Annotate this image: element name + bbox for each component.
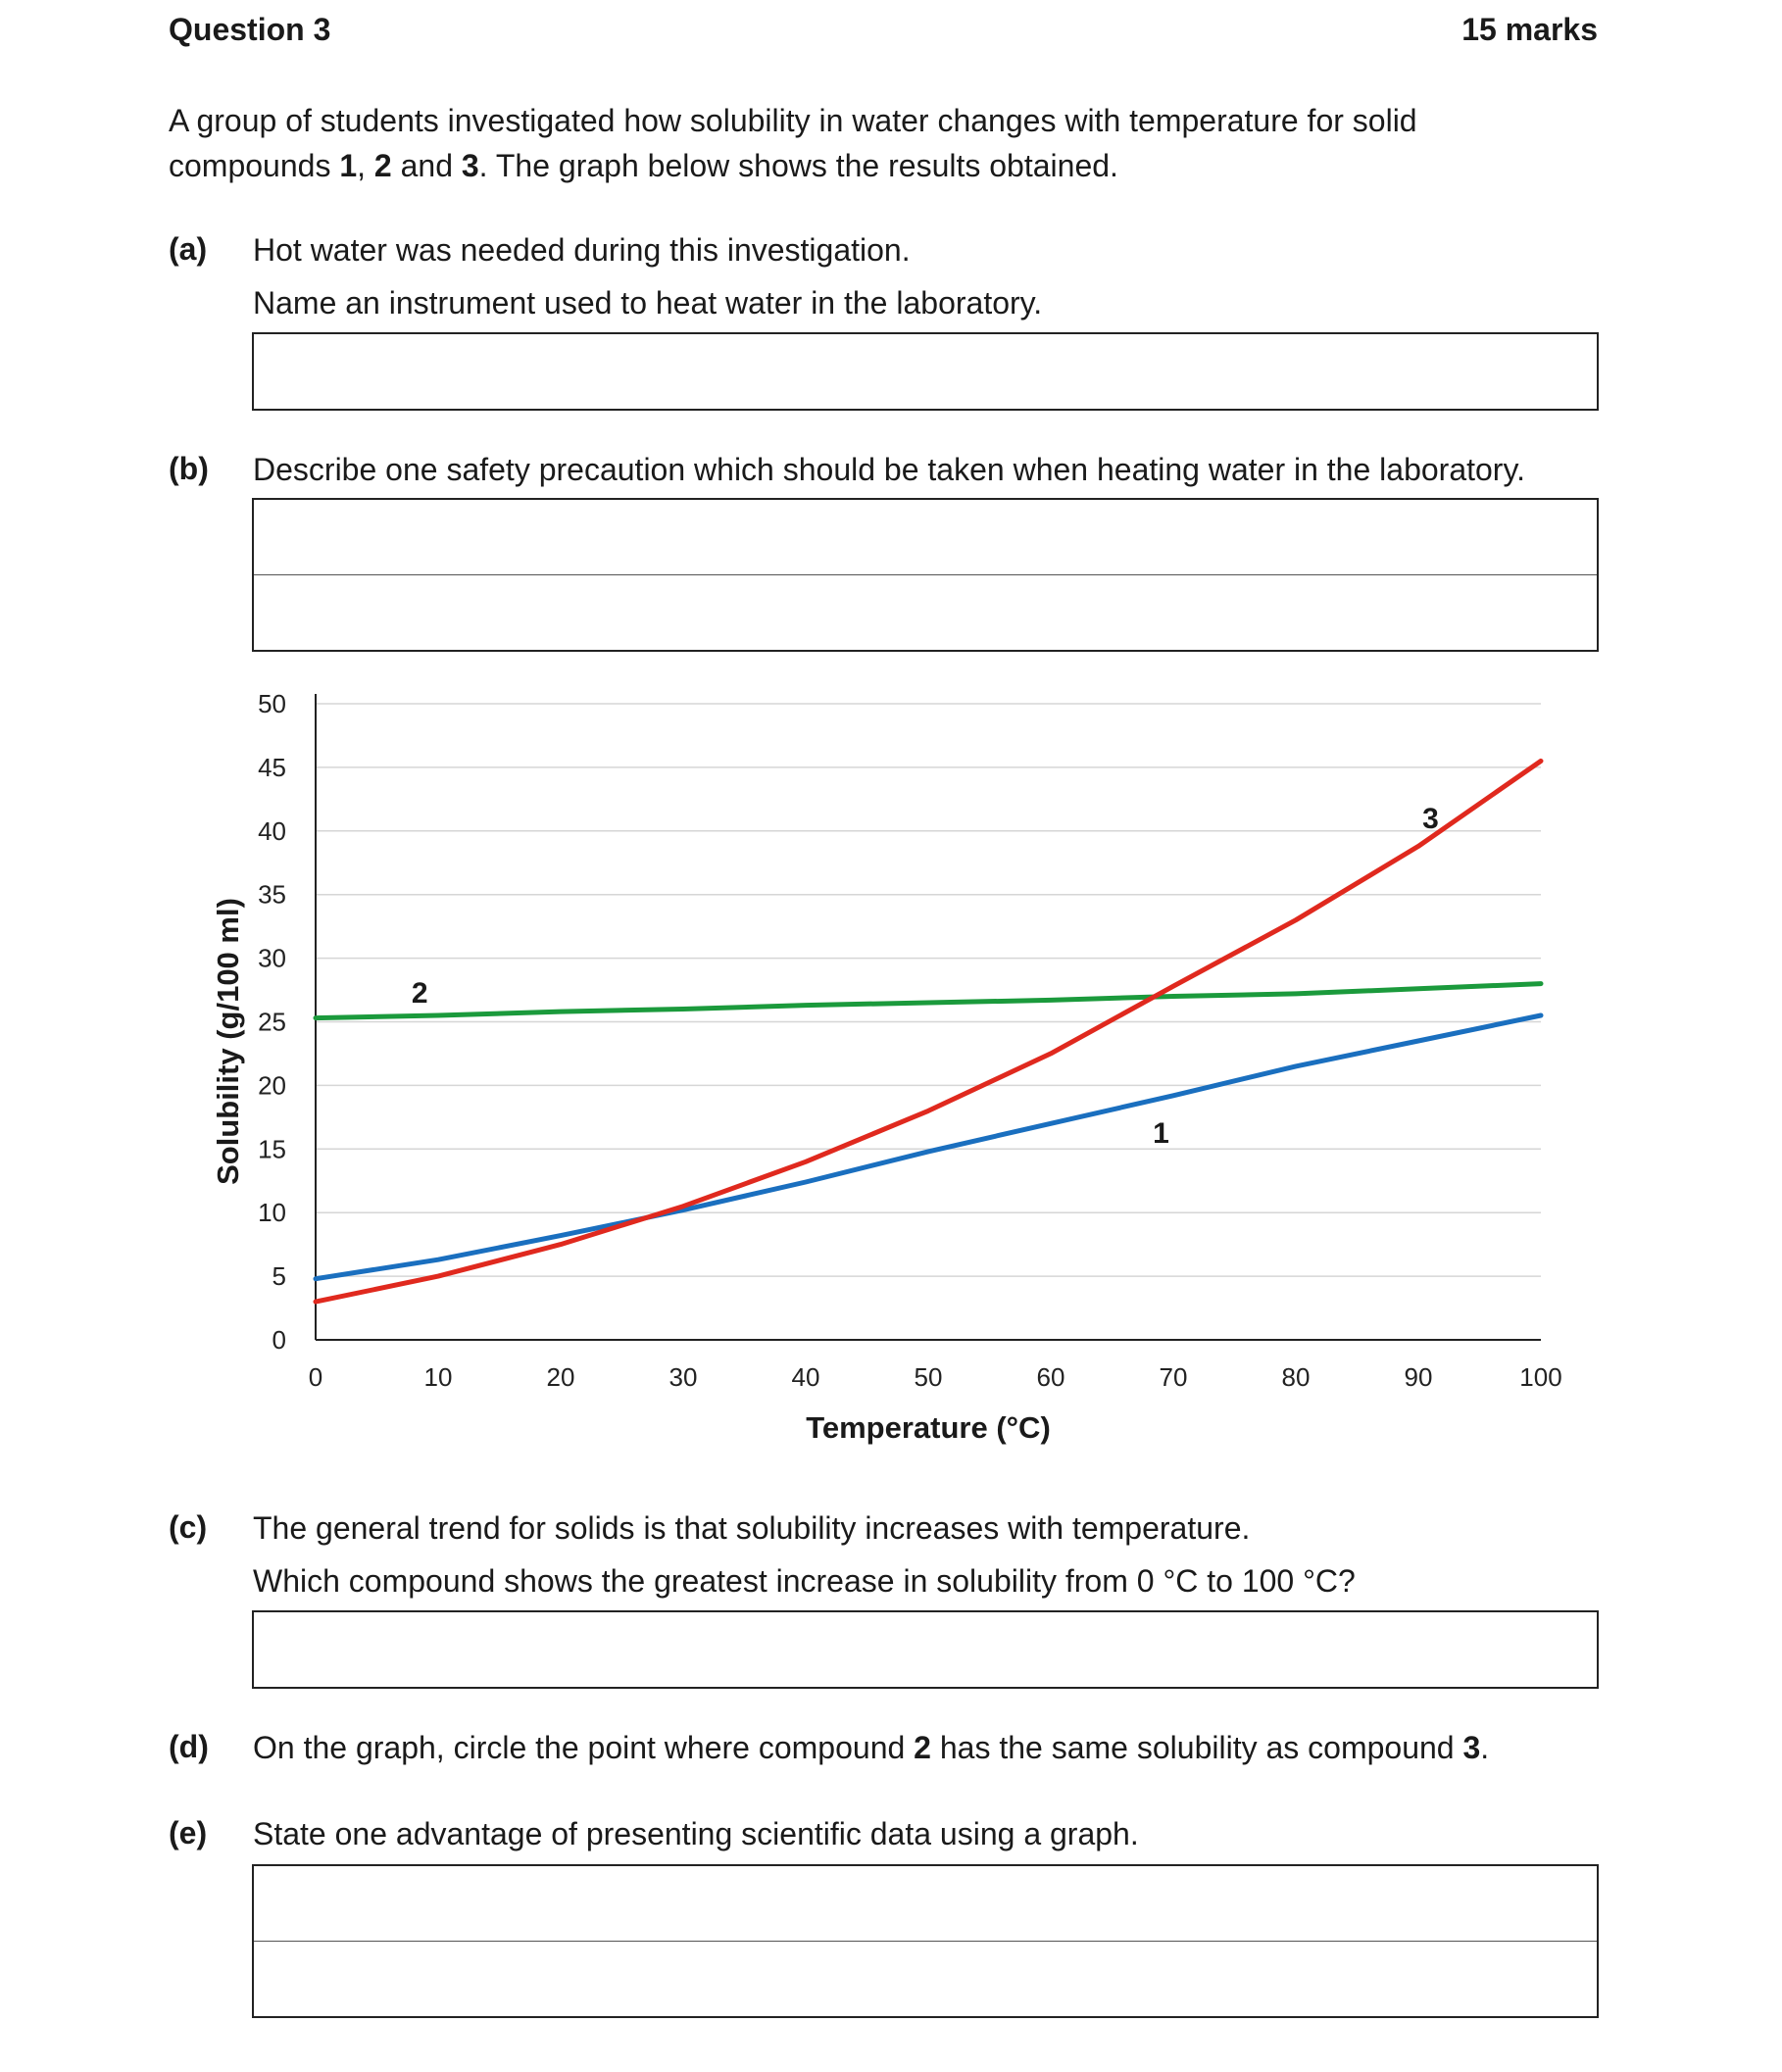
x-tick-label: 80 bbox=[1281, 1362, 1311, 1392]
intro-text bbox=[169, 98, 1619, 188]
x-tick-label: 60 bbox=[1036, 1362, 1065, 1392]
y-tick-label: 15 bbox=[258, 1134, 286, 1164]
part-e-line-1: State one advantage of presenting scientific data using a graph. bbox=[253, 1816, 1139, 1851]
y-tick-label: 50 bbox=[258, 689, 286, 718]
answer-box-b[interactable] bbox=[252, 498, 1599, 652]
intro-line-2: compounds 1, 2 and 3. The graph below shows the results obtained. bbox=[169, 148, 1118, 183]
y-tick-label: 45 bbox=[258, 752, 286, 782]
series-label-3: 3 bbox=[1422, 803, 1439, 836]
answer-box-e[interactable] bbox=[252, 1864, 1599, 2018]
x-tick-label: 70 bbox=[1159, 1362, 1188, 1392]
series-line-3 bbox=[316, 761, 1541, 1302]
part-c-line-2: Which compound shows the greatest increase in solubility from 0 °C to 100 °C? bbox=[253, 1563, 1356, 1599]
x-tick-label: 20 bbox=[546, 1362, 575, 1392]
answer-box-c[interactable] bbox=[252, 1610, 1599, 1689]
part-b-label: (b) bbox=[169, 451, 209, 486]
y-tick-label: 30 bbox=[258, 943, 286, 973]
y-tick-label: 25 bbox=[258, 1007, 286, 1037]
part-a-label: (a) bbox=[169, 231, 208, 267]
question-title: Question 3 bbox=[169, 12, 331, 47]
series-label-2: 2 bbox=[411, 977, 428, 1011]
y-tick-label: 10 bbox=[258, 1198, 286, 1228]
x-tick-label: 40 bbox=[791, 1362, 820, 1392]
answer-box-b-divider bbox=[254, 574, 1597, 575]
series-label-1: 1 bbox=[1153, 1116, 1169, 1150]
part-c-line-1: The general trend for solids is that solubility increases with temperature. bbox=[253, 1510, 1251, 1546]
x-tick-label: 30 bbox=[668, 1362, 698, 1392]
part-d-label: (d) bbox=[169, 1729, 209, 1764]
y-tick-label: 40 bbox=[258, 815, 286, 846]
part-d-line-1: On the graph, circle the point where compound 2 has the same solubility as compound 3. bbox=[253, 1730, 1490, 1765]
answer-box-e-divider bbox=[254, 1941, 1597, 1942]
part-a-line-1: Hot water was needed during this investigation. bbox=[253, 232, 911, 268]
part-b-line-1: Describe one safety precaution which should be taken when heating water in the laboratory. bbox=[253, 452, 1525, 487]
y-tick-label: 5 bbox=[272, 1261, 286, 1292]
series-line-2 bbox=[316, 984, 1541, 1018]
x-tick-label: 0 bbox=[308, 1362, 323, 1392]
part-c-label: (c) bbox=[169, 1509, 208, 1545]
y-axis-title: Solubility (g/100 ml) bbox=[211, 898, 245, 1185]
series-line-1 bbox=[316, 1015, 1541, 1279]
x-tick-label: 90 bbox=[1404, 1362, 1433, 1392]
y-tick-label: 20 bbox=[258, 1070, 286, 1101]
answer-box-a[interactable] bbox=[252, 332, 1599, 411]
part-a-line-2: Name an instrument used to heat water in the laboratory. bbox=[253, 285, 1043, 321]
y-tick-label: 0 bbox=[272, 1325, 286, 1355]
intro-line-1: A group of students investigated how solubility in water changes with temperature for solid bbox=[169, 103, 1417, 138]
x-tick-label: 100 bbox=[1519, 1362, 1562, 1392]
x-tick-label: 10 bbox=[423, 1362, 453, 1392]
question-marks: 15 marks bbox=[1461, 12, 1598, 47]
solubility-chart bbox=[0, 676, 1782, 1470]
y-tick-label: 35 bbox=[258, 879, 286, 910]
x-axis-title: Temperature (°C) bbox=[806, 1410, 1051, 1445]
part-e-label: (e) bbox=[169, 1815, 208, 1850]
x-tick-label: 50 bbox=[914, 1362, 943, 1392]
